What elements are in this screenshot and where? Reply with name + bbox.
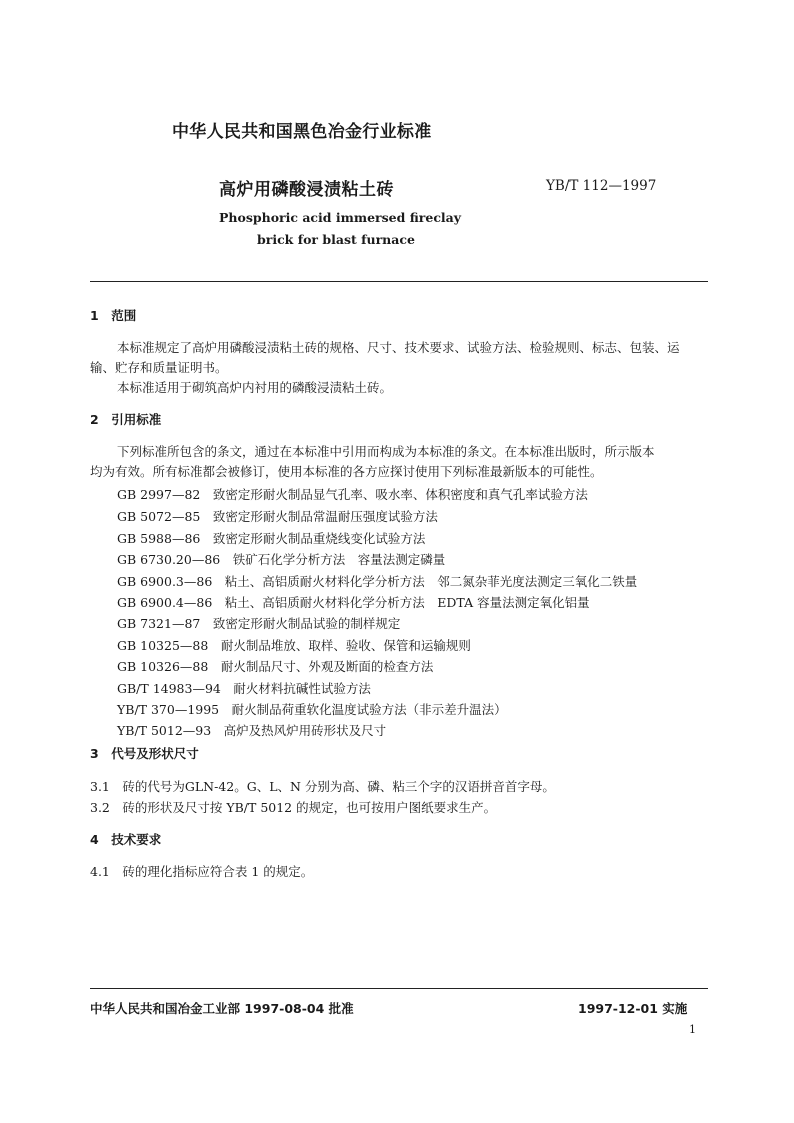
reference-item: YB/T 5012—93 高炉及热风炉用砖形状及尺寸 (117, 723, 387, 738)
section-3-heading: 3 代号及形状尺寸 (90, 746, 199, 761)
reference-item: GB 6900.4—86 粘土、高铝质耐火材料化学分析方法 EDTA 容量法测定氧化铝量 (117, 595, 590, 610)
footer-divider (90, 988, 708, 989)
reference-item: GB 5072—85 致密定形耐火制品常温耐压强度试验方法 (117, 509, 438, 524)
issuing-organization-title: 中华人民共和国黑色冶金行业标准 (172, 122, 432, 142)
section-2-heading: 2 引用标准 (90, 412, 162, 427)
document-title-chinese: 高炉用磷酸浸渍粘土砖 (219, 180, 394, 200)
reference-item: GB/T 14983—94 耐火材料抗碱性试验方法 (117, 681, 371, 696)
section-1-heading: 1 范围 (90, 308, 137, 323)
document-title-english-line2: brick for blast furnace (257, 232, 415, 247)
reference-item: YB/T 370—1995 耐火制品荷重软化温度试验方法（非示差升温法） (117, 702, 507, 717)
document-title-english-line1: Phosphoric acid immersed fireclay (219, 210, 462, 225)
clause-3-2: 3.2 砖的形状及尺寸按 YB/T 5012 的规定，也可按用户图纸要求生产。 (90, 800, 497, 815)
standard-number: YB/T 112—1997 (546, 178, 657, 194)
implementation-date: 1997-12-01 实施 (578, 1001, 688, 1016)
section-1-paragraph-1-line-1: 本标准规定了高炉用磷酸浸渍粘土砖的规格、尺寸、技术要求、试验方法、检验规则、标志、包装、运 (117, 340, 680, 355)
section-1-paragraph-2: 本标准适用于砌筑高炉内衬用的磷酸浸渍粘土砖。 (117, 380, 393, 395)
reference-item: GB 5988—86 致密定形耐火制品重烧线变化试验方法 (117, 531, 426, 546)
reference-item: GB 10325—88 耐火制品堆放、取样、验收、保管和运输规则 (117, 638, 471, 653)
reference-item: GB 6730.20—86 铁矿石化学分析方法 容量法测定磷量 (117, 552, 446, 567)
header-divider (90, 281, 708, 282)
approval-line: 中华人民共和国冶金工业部 1997-08-04 批准 (90, 1001, 354, 1016)
reference-item: GB 7321—87 致密定形耐火制品试验的制样规定 (117, 616, 401, 631)
section-1-paragraph-1-line-2: 输、贮存和质量证明书。 (90, 360, 228, 375)
clause-4-1: 4.1 砖的理化指标应符合表 1 的规定。 (90, 864, 314, 879)
section-4-heading: 4 技术要求 (90, 832, 162, 847)
section-2-paragraph-line-1: 下列标准所包含的条文，通过在本标准中引用而构成为本标准的条文。在本标准出版时，所示版本 (117, 444, 655, 459)
page-number: 1 (689, 1023, 696, 1036)
section-2-paragraph-line-2: 均为有效。所有标准都会被修订，使用本标准的各方应探讨使用下列标准最新版本的可能性。 (90, 464, 603, 479)
clause-3-1: 3.1 砖的代号为GLN-42。G、L、N 分别为高、磷、粘三个字的汉语拼音首字母。 (90, 779, 555, 794)
reference-item: GB 2997—82 致密定形耐火制品显气孔率、吸水率、体积密度和真气孔率试验方法 (117, 487, 588, 502)
reference-item: GB 10326—88 耐火制品尺寸、外观及断面的检查方法 (117, 659, 434, 674)
reference-item: GB 6900.3—86 粘土、高铝质耐火材料化学分析方法 邻二氮杂菲光度法测定三氧化二铁量 (117, 574, 638, 589)
